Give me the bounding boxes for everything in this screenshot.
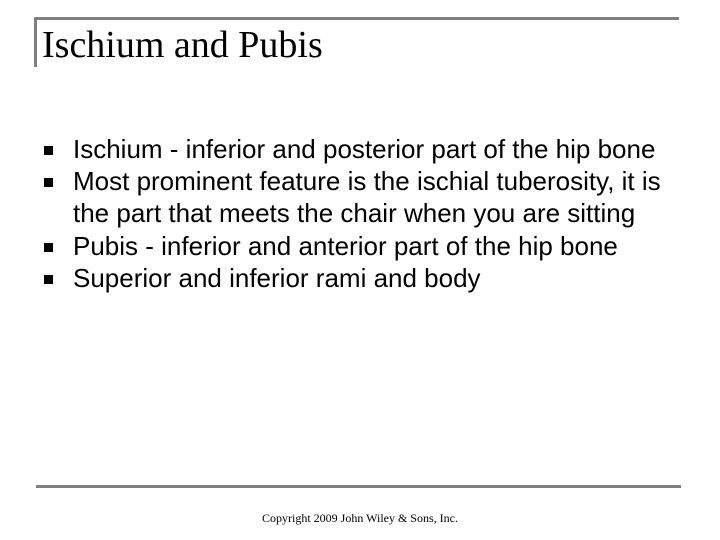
bullet-text: Ischium - inferior and posterior part of the hip bone	[73, 134, 656, 164]
square-bullet-icon	[44, 146, 53, 155]
square-bullet-icon	[44, 243, 53, 252]
bullet-list	[38, 133, 668, 294]
copyright-notice: Copyright 2009 John Wiley & Sons, Inc.	[262, 511, 458, 525]
bullet-text: Superior and inferior rami and body	[73, 262, 481, 293]
bullet-item	[38, 262, 668, 294]
bullet-item	[38, 133, 668, 165]
title-frame-left-line	[34, 17, 37, 67]
bullet-item	[38, 230, 668, 262]
bullet-text: Most prominent feature is the ischial tuberosity, it is the part that meets the chair when you are sitting	[73, 166, 661, 229]
footer-divider-line	[36, 485, 681, 488]
bullet-item	[38, 165, 668, 229]
square-bullet-icon	[44, 178, 53, 187]
title-frame-top-line	[34, 17, 679, 20]
square-bullet-icon	[44, 275, 53, 284]
slide-title: Ischium and Pubis	[42, 24, 323, 66]
bullet-text: Pubis - inferior and anterior part of the hip bone	[73, 230, 618, 261]
